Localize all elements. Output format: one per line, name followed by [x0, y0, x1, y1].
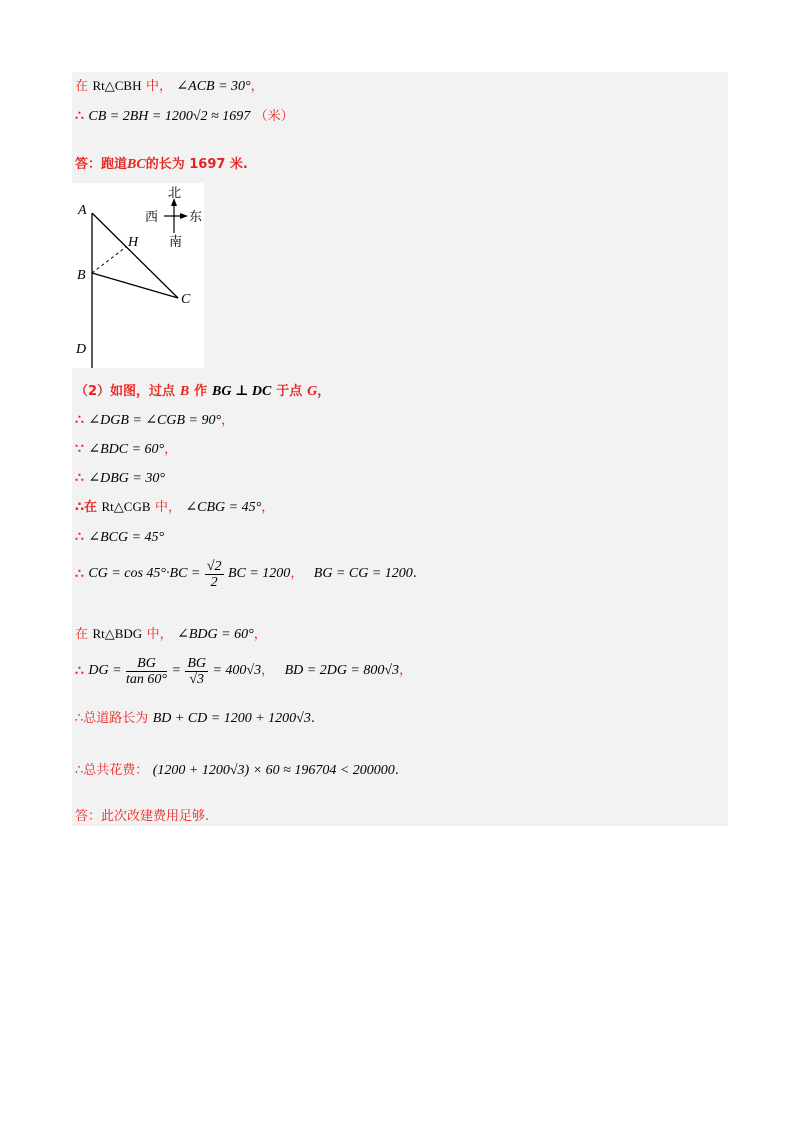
geometry-diagram — [72, 183, 204, 368]
denominator: 2 — [210, 574, 218, 590]
numerator: √2 — [206, 558, 222, 574]
therefore-symbol: ∴ — [75, 412, 84, 428]
line-right-angles — [75, 410, 234, 431]
text: 在 — [75, 627, 89, 642]
text: ∴在 — [75, 500, 98, 515]
numerator: BG — [187, 655, 207, 671]
text: ， — [253, 627, 267, 642]
math: CG = cos 45°·BC = — [88, 566, 201, 581]
math: (1200 + 1200√3) × 60 ≈ 196704 < 200000 — [152, 763, 395, 778]
text: 的长为 1697 米. — [145, 157, 248, 172]
line-total-cost — [75, 760, 399, 781]
math: Rt△BDG — [92, 626, 143, 641]
line-angle-bdc — [75, 439, 177, 460]
math: ∠BCG = 45° — [88, 530, 165, 545]
text: . — [394, 763, 399, 778]
fraction — [185, 656, 208, 687]
math: ∠BDC = 60° — [88, 442, 165, 457]
line-rt-cgb — [75, 497, 274, 518]
label-north: 北 — [168, 186, 182, 201]
line-rt-cbh — [75, 76, 264, 97]
text: ， — [317, 384, 331, 399]
numerator: BG — [126, 656, 167, 672]
therefore-symbol: ∴ — [75, 470, 84, 486]
text: 于点 — [276, 384, 303, 399]
denominator: tan 60° — [126, 671, 167, 687]
math: BG ⊥ DC — [212, 384, 272, 399]
math: BD = 2DG = 800√3 — [284, 663, 400, 678]
label-b: B — [77, 268, 86, 283]
triangle-figure — [72, 183, 204, 368]
math: ∠DBG = 30° — [88, 471, 165, 486]
line-cg-value — [75, 558, 417, 590]
fraction — [205, 559, 224, 590]
line-total-road — [75, 708, 315, 729]
east-arrow-icon — [180, 213, 188, 219]
text: . — [412, 566, 417, 581]
math: = 400√3 — [212, 663, 262, 678]
text: 中， — [146, 627, 173, 642]
label-south: 南 — [169, 235, 183, 250]
label-h: H — [128, 235, 139, 250]
text: ， — [261, 663, 275, 678]
text: . — [310, 711, 316, 726]
line-rt-bdg — [75, 624, 267, 645]
therefore-symbol: ∴ — [75, 108, 84, 124]
line-angle-bcg — [75, 527, 164, 548]
text: ， — [261, 500, 275, 515]
math: ∠BDG = 60° — [177, 627, 254, 642]
label-west: 西 — [145, 210, 159, 225]
text: 答：此次改建费用足够. — [75, 809, 210, 824]
text: ∴总共花费： — [75, 763, 149, 778]
line-part-2 — [75, 381, 330, 402]
answer-line-2 — [75, 806, 209, 827]
fraction — [126, 656, 167, 687]
because-symbol: ∵ — [75, 441, 84, 457]
text: 作 — [194, 384, 208, 399]
math: ∠DGB = ∠CGB = 90° — [88, 413, 222, 428]
math: G — [307, 384, 318, 399]
math: ∠ACB = 30° — [176, 79, 251, 94]
therefore-symbol: ∴ — [75, 663, 84, 679]
label-a: A — [78, 203, 87, 218]
math: Rt△CBH — [92, 78, 142, 93]
text: 中， — [145, 79, 172, 94]
text: ∴总道路长为 — [75, 711, 149, 726]
math: DG = — [88, 663, 122, 678]
text: ， — [164, 442, 178, 457]
answer-line-1 — [75, 154, 248, 175]
text: （米） — [254, 109, 294, 124]
math: B — [179, 384, 190, 399]
line-dg-value — [75, 654, 412, 688]
math: BC — [127, 157, 146, 172]
math: BG = CG = 1200 — [313, 566, 413, 581]
text: ， — [399, 663, 413, 678]
text: 答：跑道 — [75, 157, 128, 172]
label-d: D — [76, 342, 87, 357]
text: ， — [221, 413, 235, 428]
line-angle-dbg — [75, 468, 165, 489]
math: CB = 2BH = 1200√2 ≈ 1697 — [88, 109, 251, 124]
math: Rt△CGB — [101, 499, 151, 514]
text: ， — [250, 79, 264, 94]
therefore-symbol: ∴ — [75, 566, 84, 582]
label-east: 东 — [189, 210, 203, 225]
math: BD + CD = 1200 + 1200√3 — [152, 711, 311, 726]
text: 中， — [154, 500, 181, 515]
text: ， — [290, 566, 304, 581]
math: BC = 1200 — [227, 566, 291, 581]
line-cb-value — [75, 106, 294, 127]
therefore-symbol: ∴ — [75, 529, 84, 545]
text: （2）如图，过点 — [75, 384, 176, 399]
math: ∠CBG = 45° — [185, 500, 262, 515]
text: 在 — [75, 79, 89, 94]
math: = — [171, 663, 181, 678]
denominator: √3 — [189, 671, 205, 687]
label-c: C — [181, 292, 191, 307]
